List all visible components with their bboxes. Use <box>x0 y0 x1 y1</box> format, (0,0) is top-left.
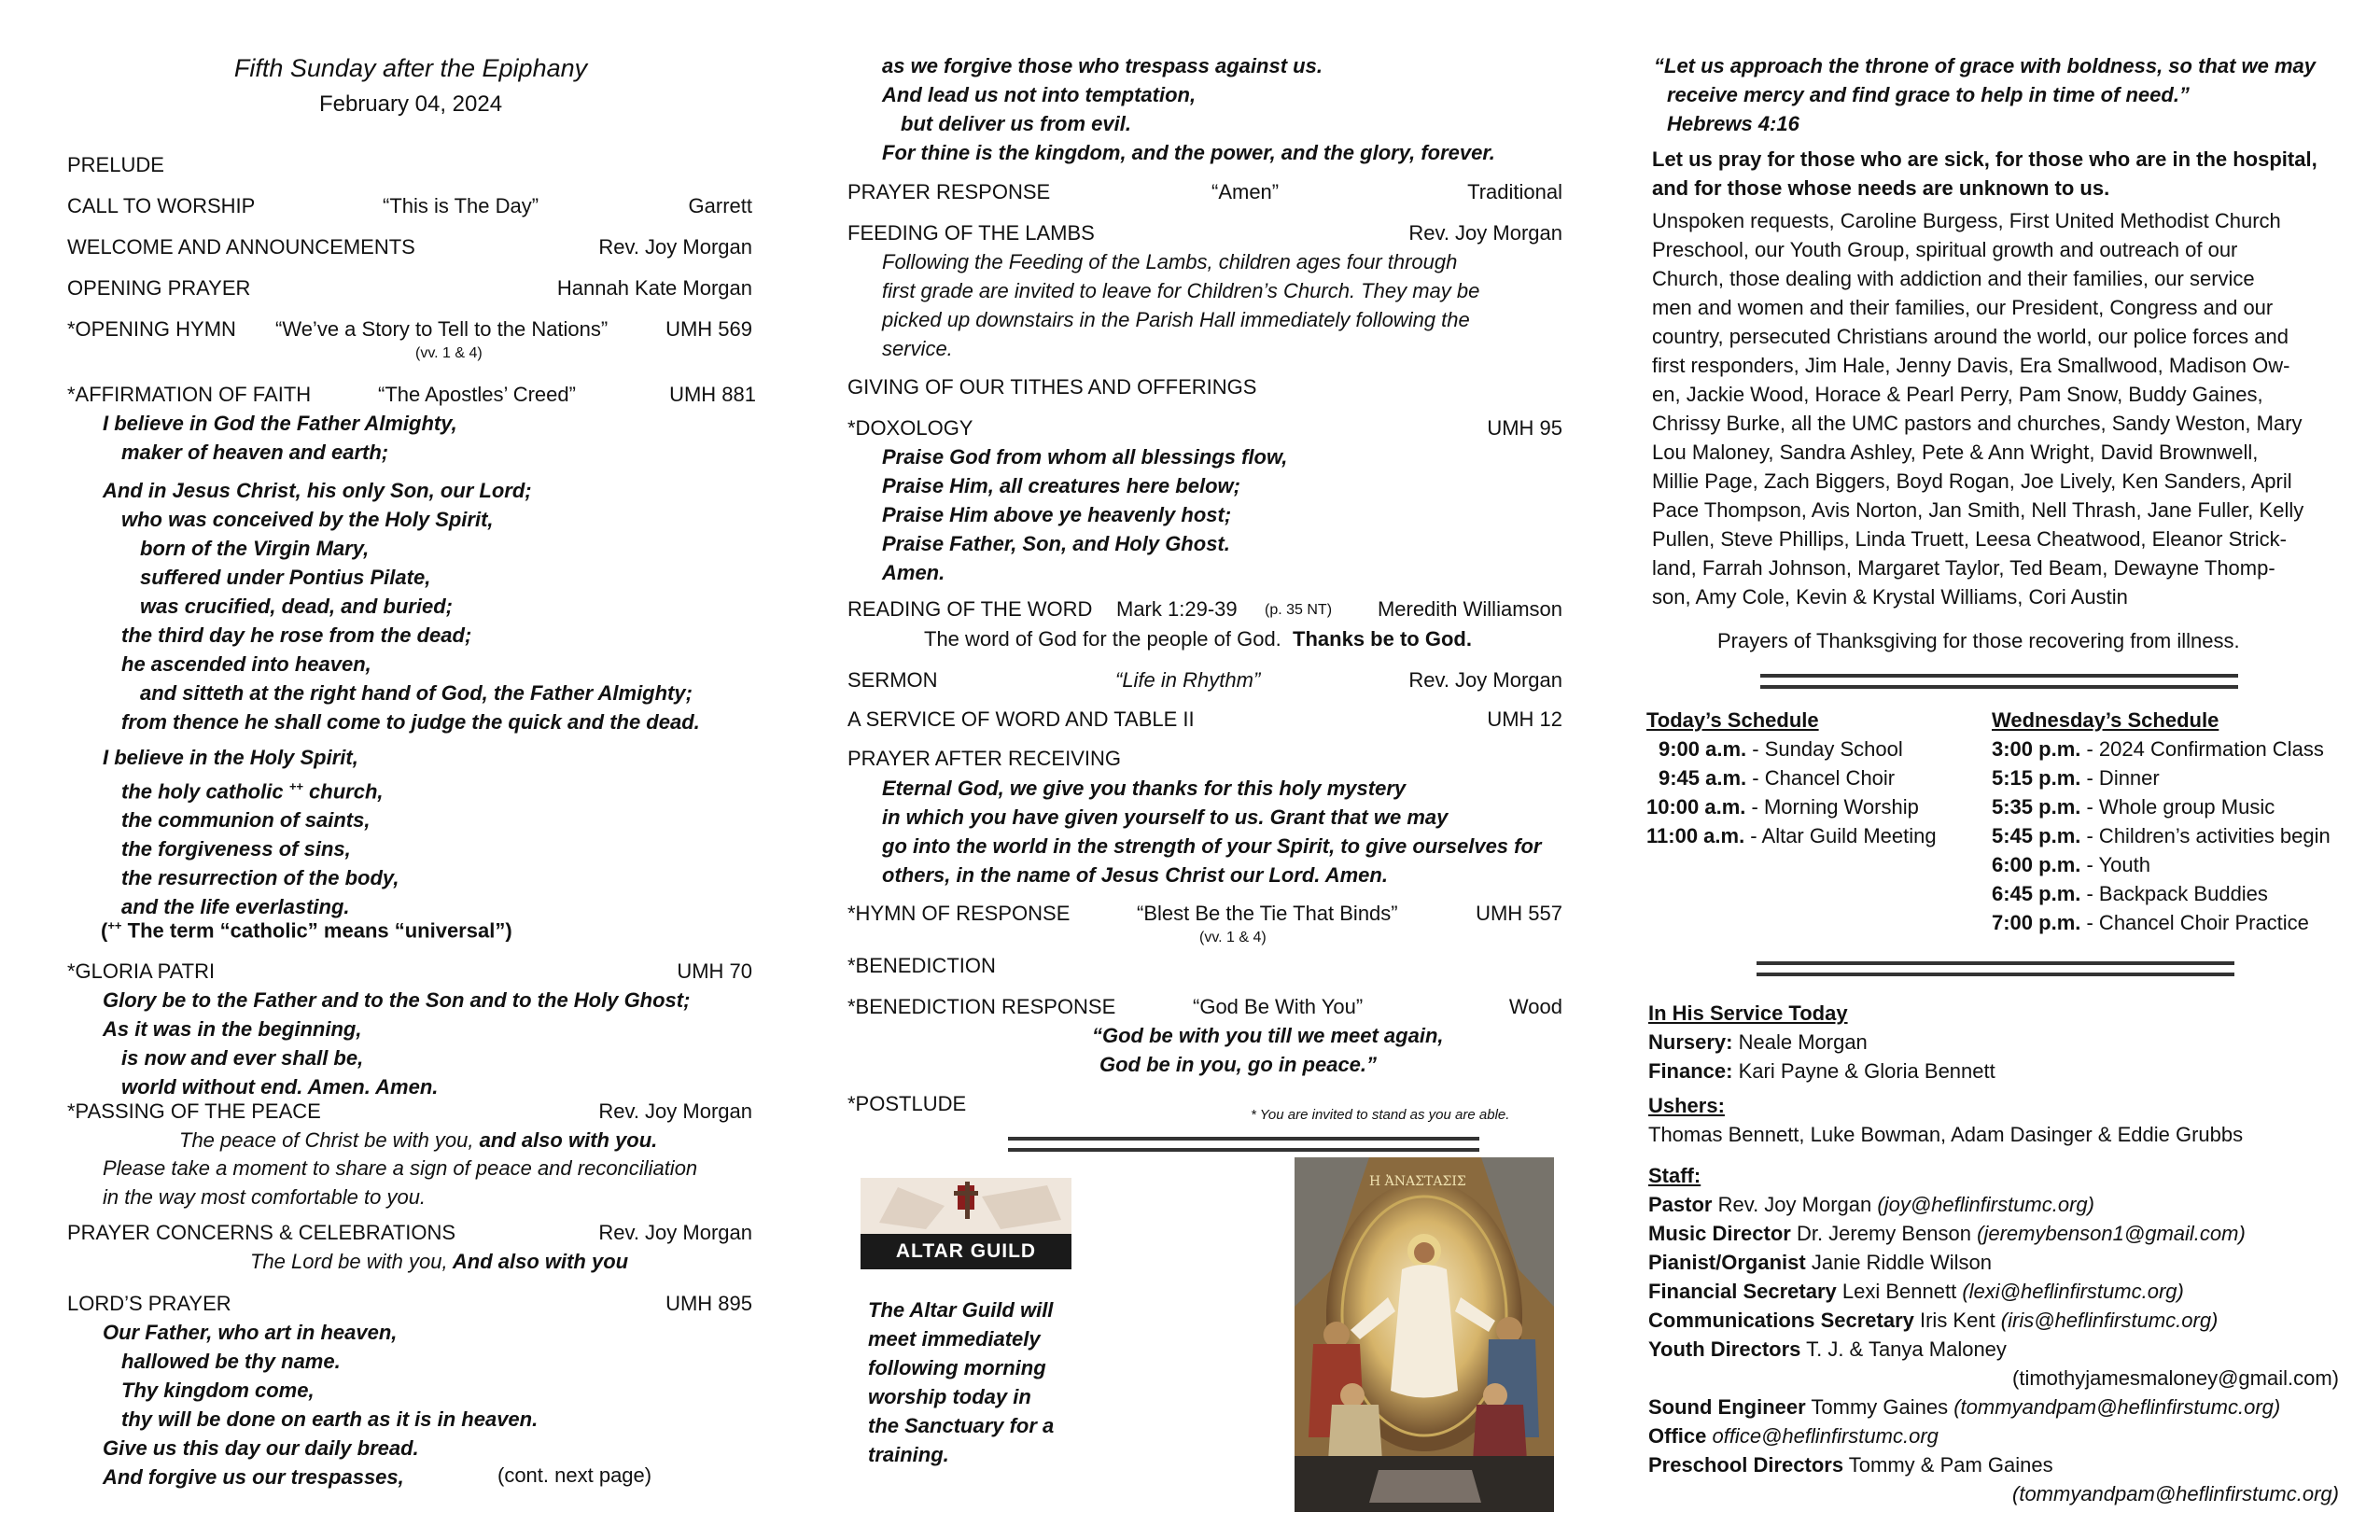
row-right: UMH 12 <box>1487 707 1562 731</box>
benediction-label: *BENEDICTION <box>847 954 996 977</box>
row-label: PRAYER CONCERNS & CELEBRATIONS <box>67 1221 456 1244</box>
intro-line: Let us pray for those who are sick, for those who are in the hospital, <box>1652 147 2317 171</box>
schedule-time: 6:45 p.m. <box>1992 882 2081 905</box>
staff-role: Preschool Directors <box>1648 1453 1844 1477</box>
row-right: UMH 95 <box>1487 416 1562 440</box>
schedule-item <box>1646 735 1937 763</box>
header-title: Fifth Sunday after the Epiphany <box>233 54 588 82</box>
altar-line: meet immediately <box>868 1327 1041 1351</box>
staff-section <box>1648 1161 2339 1508</box>
staff-name: Lexi Bennett <box>1836 1280 1963 1303</box>
plus-marker: ++ <box>107 918 122 932</box>
gloria-text <box>103 986 690 1101</box>
row-note: (vv. 1 & 4) <box>1199 930 1267 945</box>
prayer-line: hallowed be thy name. <box>121 1350 341 1373</box>
today-schedule <box>1646 706 1937 850</box>
ushers-list: Thomas Bennett, Luke Bowman, Adam Dasinger & Eddie Grubbs <box>1648 1123 2244 1146</box>
reading-response <box>924 627 1472 651</box>
staff-row <box>1648 1248 2339 1277</box>
concerns-call: The Lord be with you, <box>250 1250 448 1273</box>
schedule-item <box>1992 821 2331 850</box>
schedule-time: 7:00 p.m. <box>1992 911 2081 934</box>
row-label: WELCOME AND ANNOUNCEMENTS <box>67 235 415 259</box>
row-label: CALL TO WORSHIP <box>67 194 256 217</box>
altar-line: the Sanctuary for a <box>868 1414 1055 1437</box>
staff-role: Communications Secretary <box>1648 1309 1914 1332</box>
creed-line: and sitteth at the right hand of God, the Father Almighty; <box>140 681 693 705</box>
schedule-item <box>1992 850 2331 879</box>
creed-text: church, <box>309 779 384 804</box>
row-page: (p. 35 NT) <box>1265 602 1333 618</box>
staff-name: Janie Riddle Wilson <box>1805 1251 1993 1274</box>
request-line: en, Jackie Wood, Horace & Pearl Perry, Pam Snow, Buddy Gaines, <box>1652 383 2263 406</box>
schedule-item <box>1992 792 2331 821</box>
after-line: others, in the name of Jesus Christ our Lord. Amen. <box>882 863 1388 887</box>
doxology-text <box>882 442 1287 587</box>
row-title: “God Be With You” <box>1193 995 1364 1018</box>
after-line: in which you have given yourself to us. Grant that we may <box>882 805 1449 829</box>
schedule-time: 9:45 a.m. <box>1659 766 1747 790</box>
staff-row <box>1648 1450 2339 1479</box>
staff-email[interactable]: (tommyandpam@heflinfirstumc.org) <box>1953 1395 2281 1419</box>
creed-line: the resurrection of the body, <box>121 866 399 890</box>
row-label: READING OF THE WORD <box>847 597 1093 621</box>
doxology-line: Praise God from whom all blessings flow, <box>882 445 1288 469</box>
divider <box>1760 674 2238 689</box>
continued-note: (cont. next page) <box>497 1463 652 1487</box>
gloria-line: As it was in the beginning, <box>103 1017 362 1041</box>
staff-name: Rev. Joy Morgan <box>1712 1193 1878 1216</box>
wednesday-schedule-title: Wednesday’s Schedule <box>1992 708 2219 732</box>
creed-line: born of the Virgin Mary, <box>140 537 370 560</box>
request-line: Chrissy Burke, all the UMC pastors and churches, Sandy Weston, Mary <box>1652 412 2303 435</box>
creed-part-3 <box>103 743 399 921</box>
row-label: *OPENING HYMN <box>67 317 236 341</box>
row-title: Mark 1:29-39 <box>1116 597 1238 621</box>
row-label: FEEDING OF THE LAMBS <box>847 221 1095 245</box>
prayer-requests <box>1652 206 2303 611</box>
staff-email[interactable]: (timothyjamesmaloney@gmail.com) <box>2012 1366 2339 1390</box>
feeding-text <box>882 247 1479 363</box>
peace-line: in the way most comfortable to you. <box>103 1185 427 1209</box>
in-service-section <box>1648 999 1995 1085</box>
plus-marker: ++ <box>288 779 303 793</box>
after-line: Eternal God, we give you thanks for this holy mystery <box>882 777 1407 800</box>
row-right: Garrett <box>688 194 752 217</box>
row-label: *DOXOLOGY <box>847 416 973 440</box>
row-right: Traditional <box>1467 180 1562 203</box>
prelude-label: PRELUDE <box>67 153 164 176</box>
staff-row <box>1648 1335 2339 1364</box>
creed-part-2 <box>103 476 700 736</box>
schedule-time: 10:00 a.m. <box>1646 795 1746 819</box>
prayer-line: And lead us not into temptation, <box>882 83 1197 106</box>
gloria-line: world without end. Amen. Amen. <box>121 1075 439 1099</box>
finance-row <box>1648 1057 1995 1085</box>
creed-line: he ascended into heaven, <box>121 652 371 676</box>
row-right: UMH 569 <box>665 317 752 341</box>
footnote-text: The term “catholic” means “universal”) <box>127 918 512 943</box>
concerns-response <box>250 1250 628 1274</box>
staff-email[interactable]: (iris@heflinfirstumc.org) <box>2000 1309 2219 1332</box>
row-title: “Amen” <box>1211 180 1280 203</box>
staff-email[interactable]: (lexi@heflinfirstumc.org) <box>1962 1280 2184 1303</box>
creed-line: suffered under Pontius Pilate, <box>140 566 431 589</box>
reading-call: The word of God for the people of God. <box>924 627 1281 651</box>
creed-line: was crucified, dead, and buried; <box>140 595 453 618</box>
creed-line: I believe in God the Father Almighty, <box>103 412 457 435</box>
schedule-desc: - Morning Worship <box>1745 795 1919 819</box>
row-title: “We’ve a Story to Tell to the Nations” <box>275 317 609 341</box>
row-right: Rev. Joy Morgan <box>598 1099 752 1123</box>
peace-text <box>103 1154 697 1211</box>
staff-role: Sound Engineer <box>1648 1395 1806 1419</box>
staff-row <box>1648 1421 2339 1450</box>
benediction-line: God be in you, go in peace.” <box>1099 1053 1378 1076</box>
creed-line <box>103 772 399 805</box>
creed-line: the communion of saints, <box>121 808 371 833</box>
request-line: son, Amy Cole, Kevin & Krystal Williams, Cori Austin <box>1652 585 2128 609</box>
feeding-line: service. <box>882 337 953 360</box>
altar-guild-text <box>868 1295 1054 1469</box>
staff-role: Music Director <box>1648 1222 1791 1245</box>
in-service-title: In His Service Today <box>1648 1001 1848 1025</box>
row-right: Wood <box>1508 995 1562 1018</box>
schedule-item <box>1992 908 2331 937</box>
row-right: UMH 895 <box>665 1292 752 1315</box>
staff-title: Staff: <box>1648 1164 1701 1187</box>
schedule-item <box>1992 879 2331 908</box>
schedule-desc: - Chancel Choir <box>1746 766 1896 790</box>
staff-name: Iris Kent <box>1913 1309 2001 1332</box>
schedule-desc: - Sunday School <box>1746 737 1903 761</box>
peace-answer: and also with you. <box>473 1128 658 1152</box>
schedule-desc: - Youth <box>2080 853 2151 876</box>
row-title: “Blest Be the Tie That Binds” <box>1137 902 1398 925</box>
lords-prayer-continued <box>882 51 1495 167</box>
altar-guild-emblem <box>861 1178 1071 1234</box>
creed-line: from thence he shall come to judge the quick and the dead. <box>121 710 700 734</box>
ushers-title: Ushers: <box>1648 1094 1725 1117</box>
after-line: go into the world in the strength of your Spirit, to give ourselves for <box>882 834 1542 858</box>
postlude-label: *POSTLUDE <box>847 1092 967 1115</box>
creed-part-1 <box>103 409 457 467</box>
row-right: Meredith Williamson <box>1377 597 1562 621</box>
row-right: UMH 70 <box>677 959 752 983</box>
row-label: *HYMN OF RESPONSE <box>847 902 1071 925</box>
row-right: Rev. Joy Morgan <box>598 1221 752 1244</box>
resurrection-icon <box>1295 1157 1554 1512</box>
doxology-line: Praise Father, Son, and Holy Ghost. <box>882 532 1230 555</box>
row-right: Hannah Kate Morgan <box>556 276 752 300</box>
row-label: *PASSING OF THE PEACE <box>67 1099 321 1123</box>
row-label: PRAYER RESPONSE <box>847 180 1051 203</box>
request-line: Preschool, our Youth Group, spiritual growth and outreach of our <box>1652 238 2238 261</box>
prayer-line: but deliver us from evil. <box>901 112 1131 135</box>
staff-row <box>1648 1364 2339 1393</box>
row-right: UMH 557 <box>1476 902 1562 925</box>
prayer-line: as we forgive those who trespass against us. <box>882 54 1323 77</box>
icon-inscription: Η ἈΝΑΣΤΑΣΙΣ <box>1369 1174 1466 1189</box>
creed-line: the third day he rose from the dead; <box>121 623 472 647</box>
schedule-time: 6:00 p.m. <box>1992 853 2081 876</box>
row-label: OPENING PRAYER <box>67 276 251 300</box>
staff-email[interactable]: office@heflinfirstumc.org <box>1706 1424 1939 1448</box>
altar-line: following morning <box>868 1356 1046 1379</box>
role-label: Nursery: <box>1648 1030 1733 1054</box>
staff-row <box>1648 1190 2339 1219</box>
staff-row <box>1648 1393 2339 1421</box>
altar-line: worship today in <box>868 1385 1031 1408</box>
request-line: Unspoken requests, Caroline Burgess, First United Methodist Church <box>1652 209 2281 232</box>
concerns-answer: And also with you <box>447 1250 629 1273</box>
intro-line: and for those whose needs are unknown to us. <box>1652 176 2110 200</box>
schedule-time: 9:00 a.m. <box>1659 737 1747 761</box>
peace-line: Please take a moment to share a sign of peace and reconciliation <box>103 1156 698 1180</box>
request-line: men and women and their families, our President, Congress and our <box>1652 296 2274 319</box>
gloria-line: is now and ever shall be, <box>121 1046 364 1070</box>
row-right: UMH 881 <box>669 383 756 406</box>
request-line: Lou Maloney, Sandra Ashley, Pete & Ann Wright, David Brownwell, <box>1652 441 2259 464</box>
prayer-intro <box>1652 145 2317 203</box>
creed-footnote <box>101 918 512 943</box>
row-label: *AFFIRMATION OF FAITH <box>67 383 312 406</box>
role-label: Finance: <box>1648 1059 1733 1083</box>
request-line: land, Farrah Johnson, Margaret Taylor, Ted Beam, Dewayne Thomp- <box>1652 556 2275 580</box>
schedule-item <box>1646 763 1937 792</box>
prayer-line: thy will be done on earth as it is in heaven. <box>121 1407 539 1431</box>
thanksgiving-note: Prayers of Thanksgiving for those recovering from illness. <box>1717 629 2240 652</box>
request-line: Millie Page, Zach Biggers, Boyd Rogan, Joe Lively, Ken Sanders, April <box>1652 469 2292 493</box>
nursery-row <box>1648 1028 1995 1057</box>
schedule-item <box>1992 735 2331 763</box>
prayer-line: And forgive us our trespasses, <box>103 1465 404 1489</box>
prayer-line: Thy kingdom come, <box>121 1379 315 1402</box>
schedule-time: 5:15 p.m. <box>1992 766 2081 790</box>
schedule-item <box>1992 763 2331 792</box>
creed-line: And in Jesus Christ, his only Son, our Lord; <box>103 479 532 502</box>
prayer-line: Give us this day our daily bread. <box>103 1436 419 1460</box>
creed-line: who was conceived by the Holy Spirit, <box>121 508 494 531</box>
request-line: Church, those dealing with addiction and their families, our service <box>1652 267 2255 290</box>
row-right: Rev. Joy Morgan <box>598 235 752 259</box>
schedule-desc: - Chancel Choir Practice <box>2080 911 2309 934</box>
quote-line: “Let us approach the throne of grace with boldness, so that we may <box>1654 54 2317 77</box>
staff-role: Office <box>1648 1424 1707 1448</box>
row-right: Rev. Joy Morgan <box>1408 668 1562 692</box>
role-value: Neale Morgan <box>1732 1030 1868 1054</box>
schedule-time: 5:35 p.m. <box>1992 795 2081 819</box>
benediction-text <box>1092 1021 1444 1079</box>
giving-label: GIVING OF OUR TITHES AND OFFERINGS <box>847 375 1257 399</box>
staff-name: Tommy Gaines <box>1805 1395 1954 1419</box>
row-label: LORD’S PRAYER <box>67 1292 231 1315</box>
staff-row <box>1648 1306 2339 1335</box>
divider <box>1757 961 2234 976</box>
altar-guild-logo <box>861 1178 1071 1269</box>
row-note: (vv. 1 & 4) <box>415 345 483 361</box>
staff-row <box>1648 1479 2339 1508</box>
schedule-item <box>1646 792 1937 821</box>
role-value: Kari Payne & Gloria Bennett <box>1732 1059 1995 1083</box>
creed-line: the forgiveness of sins, <box>121 837 351 861</box>
row-label: *GLORIA PATRI <box>67 959 216 983</box>
header-date: February 04, 2024 <box>318 91 503 117</box>
resurrection-icon-image <box>1295 1157 1554 1512</box>
staff-email[interactable]: (tommyandpam@heflinfirstumc.org) <box>2012 1482 2339 1505</box>
schedule-desc: - Whole group Music <box>2080 795 2275 819</box>
creed-text: the holy catholic <box>121 779 284 804</box>
prayer-line: Our Father, who art in heaven, <box>103 1321 398 1344</box>
schedule-time: 5:45 p.m. <box>1992 824 2081 847</box>
lords-prayer-text <box>103 1318 538 1491</box>
staff-row <box>1648 1219 2339 1248</box>
altar-line: training. <box>868 1443 949 1466</box>
schedule-desc: - Altar Guild Meeting <box>1744 824 1937 847</box>
staff-role: Pianist/Organist <box>1648 1251 1806 1274</box>
staff-role: Financial Secretary <box>1648 1280 1837 1303</box>
row-title: “Life in Rhythm” <box>1115 668 1261 692</box>
divider <box>1008 1137 1479 1152</box>
reading-answer: Thanks be to God. <box>1293 627 1472 651</box>
request-line: Pace Thompson, Avis Norton, Jan Smith, Nell Thrash, Jane Fuller, Kelly <box>1652 498 2304 522</box>
quote-line: receive mercy and find grace to help in time of need.” <box>1667 83 2190 106</box>
after-receiving-label: PRAYER AFTER RECEIVING <box>847 747 1121 770</box>
schedule-desc: - Children’s activities begin <box>2080 824 2331 847</box>
staff-row <box>1648 1277 2339 1306</box>
creed-line: maker of heaven and earth; <box>121 441 389 464</box>
altar-guild-logo-text: ALTAR GUILD <box>861 1234 1071 1269</box>
after-receiving-text <box>882 774 1541 889</box>
paren: ( <box>101 918 108 943</box>
prayer-line: For thine is the kingdom, and the power, and the glory, forever. <box>882 141 1495 164</box>
scripture-quote <box>1654 51 2316 138</box>
today-schedule-title: Today’s Schedule <box>1646 708 1819 732</box>
feeding-line: first grade are invited to leave for Children’s Church. They may be <box>882 279 1480 302</box>
schedule-desc: - 2024 Confirmation Class <box>2080 737 2324 761</box>
staff-email[interactable]: (jeremybenson1@gmail.com) <box>1977 1222 2246 1245</box>
schedule-desc: - Backpack Buddies <box>2080 882 2268 905</box>
feeding-line: Following the Feeding of the Lambs, children ages four through <box>882 250 1458 273</box>
staff-role: Youth Directors <box>1648 1337 1801 1361</box>
peace-response <box>179 1128 657 1153</box>
peace-call: The peace of Christ be with you, <box>179 1128 474 1152</box>
row-label: A SERVICE OF WORD AND TABLE II <box>847 707 1195 731</box>
creed-line: and the life everlasting. <box>121 895 350 919</box>
row-label: *BENEDICTION RESPONSE <box>847 995 1116 1018</box>
schedule-desc: - Dinner <box>2080 766 2160 790</box>
staff-name: Tommy & Pam Gaines <box>1843 1453 2053 1477</box>
creed-line: I believe in the Holy Spirit, <box>103 746 358 769</box>
staff-name: T. J. & Tanya Maloney <box>1800 1337 2007 1361</box>
request-line: first responders, Jim Hale, Jenny Davis, Era Smallwood, Madison Ow- <box>1652 354 2290 377</box>
quote-line: Hebrews 4:16 <box>1667 112 1799 135</box>
schedule-time: 11:00 a.m. <box>1646 824 1745 847</box>
staff-email[interactable]: (joy@heflinfirstumc.org) <box>1877 1193 2094 1216</box>
request-line: country, persecuted Christians around the world, our police forces and <box>1652 325 2289 348</box>
row-label: SERMON <box>847 668 938 692</box>
staff-role: Pastor <box>1648 1193 1713 1216</box>
wednesday-schedule <box>1992 706 2331 937</box>
schedule-item <box>1646 821 1937 850</box>
row-right: Rev. Joy Morgan <box>1408 221 1562 245</box>
altar-line: The Altar Guild will <box>868 1298 1054 1322</box>
schedule-time: 3:00 p.m. <box>1992 737 2081 761</box>
doxology-line: Praise Him, all creatures here below; <box>882 474 1240 497</box>
gloria-line: Glory be to the Father and to the Son and to the Holy Ghost; <box>103 988 691 1012</box>
request-line: Pullen, Steve Phillips, Linda Truett, Leesa Cheatwood, Eleanor Strick- <box>1652 527 2287 551</box>
doxology-line: Praise Him above ye heavenly host; <box>882 503 1232 526</box>
doxology-line: Amen. <box>882 561 945 584</box>
stand-note: * You are invited to stand as you are able. <box>1251 1107 1510 1123</box>
row-title: “This is The Day” <box>383 194 539 217</box>
staff-name: Dr. Jeremy Benson <box>1790 1222 1978 1245</box>
feeding-line: picked up downstairs in the Parish Hall immediately following the <box>882 308 1470 331</box>
row-title: “The Apostles’ Creed” <box>378 383 576 406</box>
benediction-line: “God be with you till we meet again, <box>1092 1024 1444 1047</box>
